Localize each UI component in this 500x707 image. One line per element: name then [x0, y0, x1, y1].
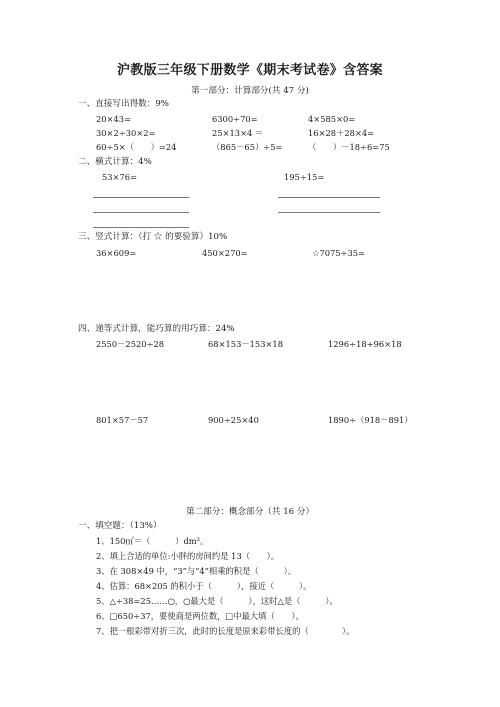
direct-answer-problem: （ ）－18÷6=75: [308, 142, 390, 152]
direct-answer-problem: 30×2÷30×2=: [96, 128, 156, 138]
fill-blank-item: 4、估算：68×205 的积小于（ ），接近（ ）。: [96, 581, 312, 591]
fill-blank-item: 7、把一根彩带对折三次，此时的长度是原来彩带长度的（ ）。: [96, 626, 355, 636]
answer-line: [278, 212, 380, 213]
fill-blank-item: 2、填上合适的单位:小胖的房间约是 13（ ）。: [96, 551, 280, 561]
direct-answer-problem: （865－65）÷5=: [212, 142, 283, 152]
vertical-problem: ☆7075÷35=: [312, 248, 366, 258]
part2-heading: 第二部分：概念部分（共 16 分）: [185, 507, 315, 517]
vertical-problem: 36×609=: [96, 248, 137, 258]
section3-heading: 三、竖式计算：（打 ☆ 的要验算）10%: [78, 232, 228, 242]
answer-line: [93, 197, 189, 198]
stepwise-problem: 801×57－57: [96, 415, 149, 425]
answer-line: [93, 212, 189, 213]
direct-answer-problem: 6300÷70=: [212, 114, 258, 124]
fill-blank-item: 1、150㎡＝（ ）dm²。: [96, 536, 209, 546]
stepwise-problem: 2550－2520÷28: [96, 339, 165, 349]
fill-blank-item: 5、△÷38=25……○，○最大是（ ），这时△是（ ）。: [96, 596, 338, 606]
direct-answer-problem: 60÷5×（ ）=24: [96, 142, 177, 152]
fill-blank-item: 3、在 308×49 中，“3”与“4”相乘的积是（ ）。: [96, 566, 297, 576]
answer-line: [278, 197, 380, 198]
document-title: 沪教版三年级下册数学《期末考试卷》含答案: [116, 63, 383, 78]
stepwise-problem: 1296÷18+96×18: [328, 339, 402, 349]
stepwise-problem: 900÷25×40: [208, 415, 259, 425]
direct-answer-problem: 25×13×4 ＝: [212, 128, 264, 138]
section1-heading: 一、直接写出得数：9%: [78, 99, 169, 109]
answer-line: [93, 227, 189, 228]
stepwise-problem: 1890÷（918－891）: [328, 415, 413, 425]
part1-heading: 第一部分：计算部分(共 47 分): [191, 86, 309, 96]
vertical-problem: 450×270=: [202, 248, 248, 258]
horizontal-problem: 195÷15=: [284, 172, 325, 182]
direct-answer-problem: 16×28＋28×4=: [308, 128, 375, 138]
direct-answer-problem: 20×43=: [96, 114, 132, 124]
direct-answer-problem: 4×585×0=: [308, 114, 356, 124]
stepwise-problem: 68×153－153×18: [208, 339, 283, 349]
fill-blank-item: 6、□650÷37，要使商是两位数，□中最大填（ ）。: [96, 611, 304, 621]
fill-blank-heading: 一、填空题：（13%）: [78, 521, 162, 531]
section4-heading: 四、递等式计算，能巧算的用巧算：24%: [78, 324, 235, 334]
section2-heading: 二、横式计算：4%: [78, 157, 152, 167]
horizontal-problem: 53×76=: [102, 172, 138, 182]
